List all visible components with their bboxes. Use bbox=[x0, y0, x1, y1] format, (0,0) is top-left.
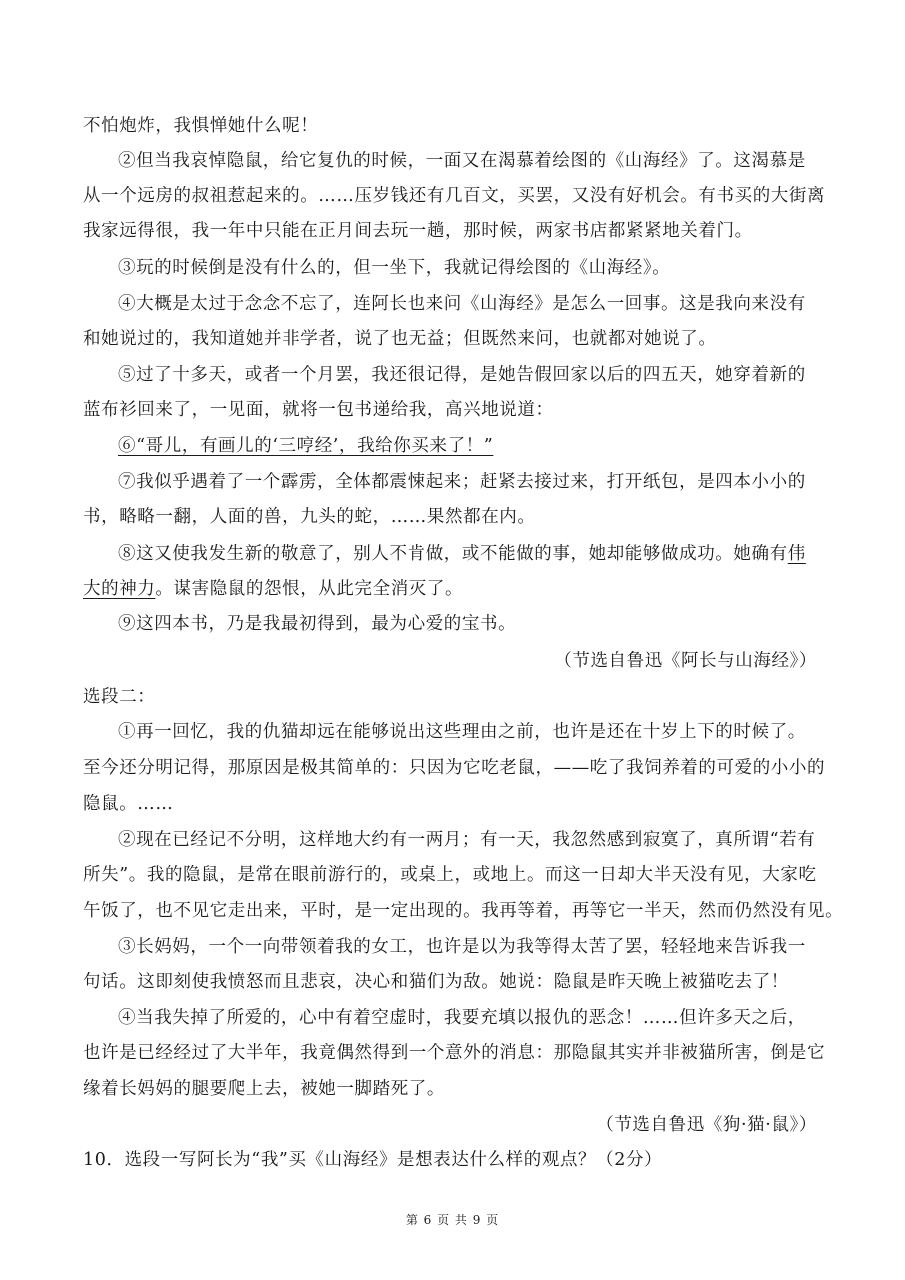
passage-2-paragraph-4-line-3: 缘着长妈妈的腿要爬上去，被她一脚踏死了。 bbox=[83, 1079, 445, 1099]
paragraph-8-line-2 bbox=[83, 577, 823, 601]
paragraph-5-line-2: 蓝布衫回来了，一见面，就将一包书递给我，高兴地说道： bbox=[83, 400, 554, 420]
underlined-phrase-end: 大的神力 bbox=[83, 579, 156, 599]
passage-2-paragraph-2-line-2: 所失”。我的隐鼠，是常在眼前游行的，或桌上，或地上。而这一日却大半天没有见，大家吃 bbox=[83, 865, 817, 885]
paragraph-8-text-rest: 。谋害隐鼠的怨恨，从此完全消灭了。 bbox=[155, 579, 464, 599]
paragraph-4-line-1: ④大概是太过于念念不忘了，连阿长也来问《山海经》是怎么一回事。这是我向来没有 bbox=[118, 294, 806, 314]
paragraph-6-underlined bbox=[118, 434, 823, 458]
passage-2-paragraph-4-line-2: 也许是已经经过了大半年，我竟偶然得到一个意外的消息：那隐鼠其实并非被猫所害，倒是它 bbox=[83, 1043, 826, 1063]
passage-2-paragraph-1-line-1: ①再一回忆，我的仇猫却远在能够说出这些理由之前，也许是还在十岁上下的时候了。 bbox=[118, 722, 806, 742]
paragraph-5-line-1: ⑤过了十多天，或者一个月罢，我还很记得，是她告假回家以后的四五天，她穿着新的 bbox=[118, 365, 806, 385]
paragraph-4-line-2: 和她说过的，我知道她并非学者，说了也无益；但既然来问，也就都对她说了。 bbox=[83, 329, 717, 349]
paragraph-3: ③玩的时候倒是没有什么的，但一坐下，我就记得绘图的《山海经》。 bbox=[118, 258, 671, 278]
paragraph-7-line-1: ⑦我似乎遇着了一个霹雳，全体都震悚起来；赶紧去接过来，打开纸包，是四本小小的 bbox=[118, 472, 806, 492]
paragraph-8-text: ⑧这又使我发生新的敬意了，别人不肯做，或不能做的事，她却能够做成功。她确有 bbox=[118, 544, 788, 564]
page-number-footer: 第 6 页 共 9 页 bbox=[405, 1213, 500, 1227]
passage-2-paragraph-1-line-3: 隐鼠。…… bbox=[83, 794, 174, 814]
paragraph-7-line-2: 书，略略一翻，人面的兽，九头的蛇，……果然都在内。 bbox=[83, 507, 536, 527]
passage-2-paragraph-2-line-3: 午饭了，也不见它走出来，平时，是一定出现的。我再等着，再等它一半天，然而仍然没有见。 bbox=[83, 901, 844, 921]
passage-2-paragraph-3-line-2: 句话。这即刻使我愤怒而且悲哀，决心和猫们为敌。她说：隐鼠是昨天晚上被猫吃去了！ bbox=[83, 972, 789, 992]
paragraph-2-line-3: 我家远得很，我一年中只能在正月间去玩一趟，那时候，两家书店都紧紧地关着门。 bbox=[83, 221, 753, 241]
passage-2-source: （节选自鲁迅《狗·猫·鼠》） bbox=[596, 1115, 817, 1135]
passage-2-paragraph-2-line-1: ②现在已经记不分明，这样地大约有一两月；有一天，我忽然感到寂寞了，真所谓“若有 bbox=[118, 830, 816, 850]
passage-2-paragraph-3-line-1: ③长妈妈，一个一向带领着我的女工，也许是以为我等得太苦了罢，轻轻地来告诉我一 bbox=[118, 937, 806, 957]
passage-2-heading: 选段二： bbox=[83, 687, 156, 707]
passage-2-paragraph-4-line-1: ④当我失掉了所爱的，心中有着空虚时，我要充填以报仇的恶念！……但许多天之后， bbox=[118, 1008, 806, 1028]
paragraph-8-line-1 bbox=[118, 542, 823, 566]
underlined-quote: ⑥“哥儿，有画儿的‘三哼经’，我给你买来了！” bbox=[118, 436, 494, 456]
paragraph-9: ⑨这四本书，乃是我最初得到，最为心爱的宝书。 bbox=[118, 614, 517, 634]
paragraph-2-line-2: 从一个远房的叔祖惹起来的。……压岁钱还有几百文，买罢，又没有好机会。有书买的大街离 bbox=[83, 186, 826, 206]
passage-text-line: 不怕炮炸，我惧惮她什么呢！ bbox=[83, 116, 319, 136]
question-10: 10．选段一写阿长为“我”买《山海经》是想表达什么样的观点？（2分） bbox=[83, 1150, 663, 1170]
underlined-phrase-start: 伟 bbox=[787, 544, 806, 564]
passage-2-paragraph-1-line-2: 至今还分明记得，那原因是极其简单的：只因为它吃老鼠，——吃了我饲养着的可爱的小小的 bbox=[83, 758, 826, 778]
passage-1-source: （节选自鲁迅《阿长与山海经》） bbox=[554, 651, 817, 671]
paragraph-2-line-1: ②但当我哀悼隐鼠，给它复仇的时候，一面又在渴慕着绘图的《山海经》了。这渴慕是 bbox=[118, 151, 806, 171]
